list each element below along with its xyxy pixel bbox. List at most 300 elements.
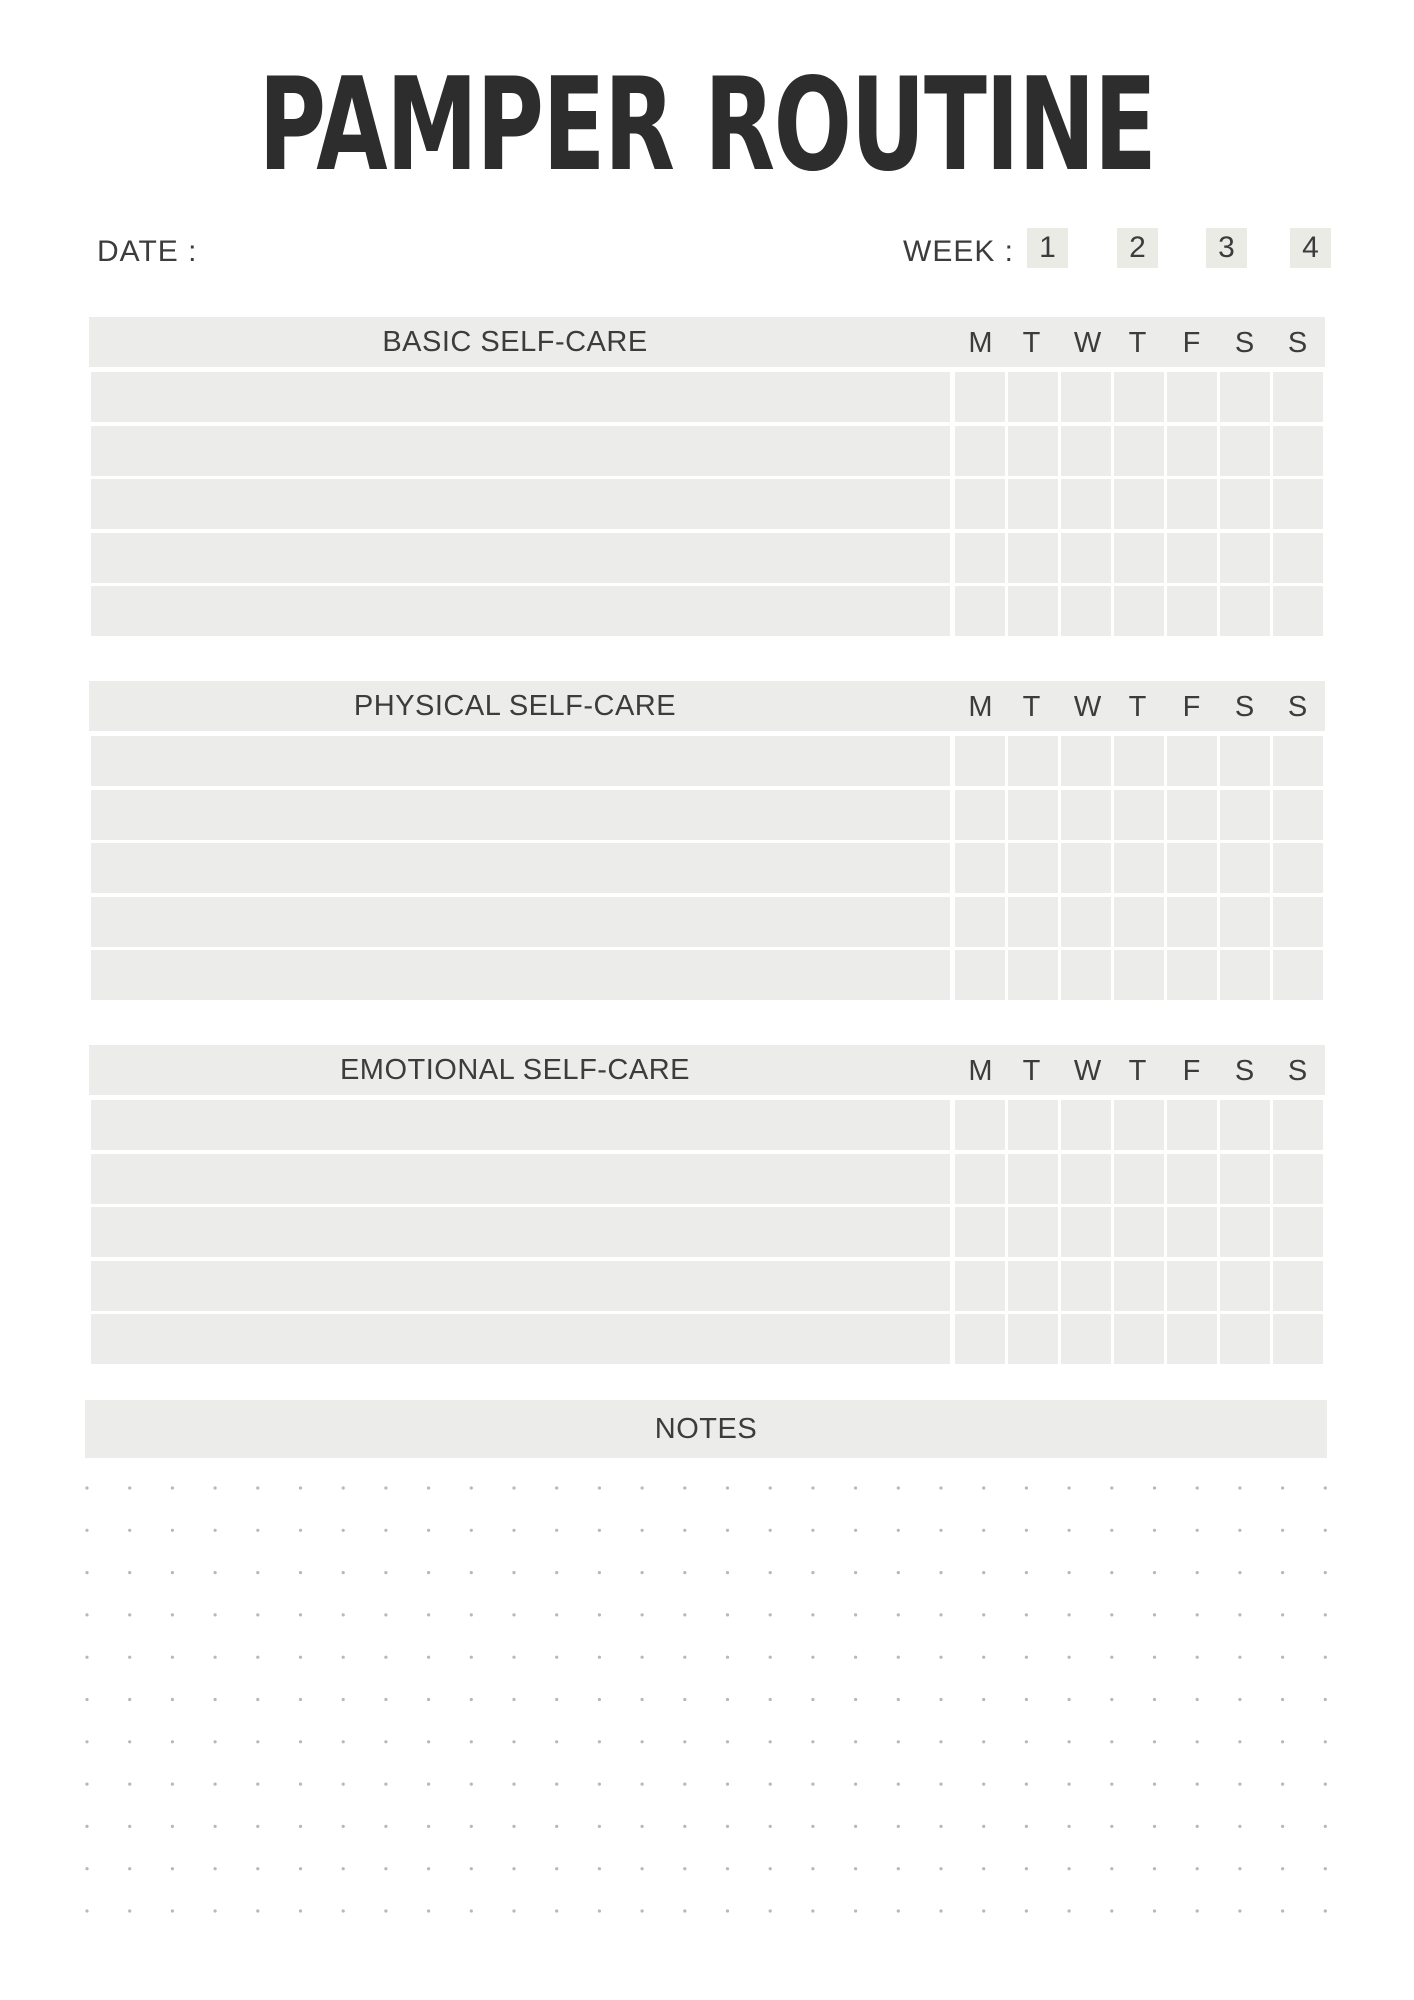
day-check-cell[interactable] [1167,1261,1217,1311]
day-check-cell[interactable] [1114,843,1164,893]
notes-dot [598,1867,601,1870]
task-cell[interactable] [91,426,950,476]
day-check-cell[interactable] [1273,1207,1323,1257]
day-check-cell[interactable] [1061,1314,1111,1364]
notes-dot [555,1698,558,1701]
notes-dot [641,1613,644,1616]
notes-dot [470,1613,473,1616]
notes-dot [555,1783,558,1786]
notes-dot [427,1656,430,1659]
notes-dot [1110,1613,1113,1616]
notes-dot [1068,1613,1071,1616]
notes-dot [256,1909,259,1912]
notes-dot [1324,1740,1327,1743]
notes-dot [1153,1529,1156,1532]
day-check-cell[interactable] [955,426,1005,476]
notes-dot [1238,1571,1241,1574]
task-cell[interactable] [91,950,950,1000]
notes-dot [1025,1698,1028,1701]
day-check-cell[interactable] [1114,790,1164,840]
day-check-cell[interactable] [1008,372,1058,422]
notes-dot [1110,1698,1113,1701]
notes-dot [1110,1486,1113,1489]
day-check-cell[interactable] [1114,426,1164,476]
notes-dot [85,1571,88,1574]
notes-dot [897,1698,900,1701]
section-title: EMOTIONAL SELF-CARE [339,1054,691,1086]
day-check-cell[interactable] [1061,586,1111,636]
day-check-cell[interactable] [1167,1154,1217,1204]
notes-dot [811,1698,814,1701]
day-label: T [1128,327,1147,359]
notes-dot [897,1740,900,1743]
day-check-cell[interactable] [1167,1314,1217,1364]
task-cell[interactable] [91,1207,950,1257]
day-check-cell[interactable] [1220,1207,1270,1257]
task-cell[interactable] [91,1100,950,1150]
notes-dot [342,1571,345,1574]
day-check-cell[interactable] [1008,479,1058,529]
day-label: T [1022,327,1041,359]
day-label: T [1128,1055,1147,1087]
notes-dot [1025,1867,1028,1870]
day-check-cell[interactable] [1220,843,1270,893]
notes-dot [897,1909,900,1912]
notes-dot [256,1571,259,1574]
task-cell[interactable] [91,372,950,422]
notes-dot [1196,1740,1199,1743]
notes-dot [85,1740,88,1743]
notes-dot [427,1740,430,1743]
day-check-cell[interactable] [1114,586,1164,636]
notes-dot [384,1909,387,1912]
notes-dot [811,1486,814,1489]
notes-dot [1025,1486,1028,1489]
notes-dot [897,1656,900,1659]
notes-dot [641,1825,644,1828]
notes-dot [982,1571,985,1574]
day-check-cell[interactable] [1220,426,1270,476]
notes-dot [1238,1529,1241,1532]
notes-dot-grid[interactable] [80,1478,1340,1928]
day-check-cell[interactable] [1008,950,1058,1000]
week-label: WEEK : [903,235,1015,268]
notes-dot [982,1740,985,1743]
notes-dot [299,1909,302,1912]
notes-dot [1068,1740,1071,1743]
day-label: T [1022,1055,1041,1087]
notes-header: NOTES [85,1400,1327,1458]
notes-dot [299,1613,302,1616]
notes-dot [982,1486,985,1489]
day-check-cell[interactable] [955,1207,1005,1257]
notes-dot [171,1613,174,1616]
notes-dot [85,1529,88,1532]
notes-dot [85,1486,88,1489]
notes-dot [256,1698,259,1701]
day-check-cell[interactable] [955,790,1005,840]
day-check-cell[interactable] [1061,897,1111,947]
day-check-cell[interactable] [1114,479,1164,529]
notes-dot [1281,1613,1284,1616]
notes-dot [982,1656,985,1659]
day-check-cell[interactable] [1008,736,1058,786]
notes-dot [769,1783,772,1786]
task-cell[interactable] [91,586,950,636]
notes-dot [512,1698,515,1701]
day-check-cell[interactable] [1220,1154,1270,1204]
day-label: W [1073,1055,1102,1087]
notes-dot [1068,1529,1071,1532]
notes-dot [214,1740,217,1743]
notes-dot [342,1529,345,1532]
notes-dot [769,1656,772,1659]
day-check-cell[interactable] [1061,843,1111,893]
notes-dot [811,1867,814,1870]
day-check-cell[interactable] [1061,533,1111,583]
notes-dot [641,1740,644,1743]
day-check-cell[interactable] [955,372,1005,422]
notes-dot [939,1909,942,1912]
day-check-cell[interactable] [1167,426,1217,476]
day-check-cell[interactable] [1167,1100,1217,1150]
notes-dot [214,1486,217,1489]
day-check-cell[interactable] [1220,533,1270,583]
notes-dot [427,1825,430,1828]
day-check-cell[interactable] [1273,897,1323,947]
day-check-cell[interactable] [1167,897,1217,947]
notes-dot [384,1740,387,1743]
task-cell[interactable] [91,843,950,893]
day-check-cell[interactable] [1167,479,1217,529]
day-check-cell[interactable] [1061,426,1111,476]
day-check-cell[interactable] [1167,950,1217,1000]
day-check-cell[interactable] [1008,1314,1058,1364]
notes-dot [342,1698,345,1701]
day-check-cell[interactable] [1061,1261,1111,1311]
day-check-cell[interactable] [955,897,1005,947]
notes-dot [85,1698,88,1701]
day-check-cell[interactable] [1273,1100,1323,1150]
day-check-cell[interactable] [955,1154,1005,1204]
day-check-cell[interactable] [1273,533,1323,583]
day-check-cell[interactable] [1114,736,1164,786]
section-header [89,317,1325,367]
notes-dot [598,1486,601,1489]
notes-dot [1324,1486,1327,1489]
day-check-cell[interactable] [1167,736,1217,786]
week-box-2[interactable]: 2 [1117,228,1158,268]
day-check-cell[interactable] [1008,586,1058,636]
day-check-cell[interactable] [1114,1100,1164,1150]
day-check-cell[interactable] [1114,533,1164,583]
notes-dot [939,1613,942,1616]
notes-dot [683,1486,686,1489]
notes-dot [256,1486,259,1489]
section-title: PHYSICAL SELF-CARE [353,690,677,722]
task-cell[interactable] [91,1154,950,1204]
notes-dot [1153,1613,1156,1616]
notes-dot [256,1740,259,1743]
notes-dot [256,1613,259,1616]
notes-dot [1110,1909,1113,1912]
day-check-cell[interactable] [955,586,1005,636]
notes-dot [1324,1783,1327,1786]
notes-dot [512,1571,515,1574]
notes-dot [1068,1783,1071,1786]
notes-dot [598,1783,601,1786]
notes-dot [769,1740,772,1743]
day-check-cell[interactable] [955,1261,1005,1311]
day-check-cell[interactable] [1273,736,1323,786]
notes-dot [1025,1613,1028,1616]
notes-dot [1068,1486,1071,1489]
day-check-cell[interactable] [1008,1154,1058,1204]
day-label: S [1287,691,1308,723]
notes-dot [982,1867,985,1870]
notes-dot [939,1698,942,1701]
notes-dot [171,1656,174,1659]
day-check-cell[interactable] [1273,426,1323,476]
day-check-cell[interactable] [1061,736,1111,786]
notes-dot [641,1909,644,1912]
day-check-cell[interactable] [955,479,1005,529]
day-check-cell[interactable] [1220,736,1270,786]
day-check-cell[interactable] [1220,950,1270,1000]
day-check-cell[interactable] [1167,372,1217,422]
notes-dot [1025,1909,1028,1912]
day-check-cell[interactable] [1008,1261,1058,1311]
day-label: F [1182,691,1201,723]
notes-dot [1196,1783,1199,1786]
day-check-cell[interactable] [1220,1314,1270,1364]
notes-dot [85,1909,88,1912]
notes-dot [214,1698,217,1701]
section-title: BASIC SELF-CARE [382,326,648,358]
day-check-cell[interactable] [1220,586,1270,636]
day-check-cell[interactable] [1273,950,1323,1000]
notes-dot [1281,1656,1284,1659]
notes-dot [641,1783,644,1786]
notes-dot [726,1486,729,1489]
day-label: W [1073,327,1102,359]
notes-dot [939,1571,942,1574]
notes-dot [726,1825,729,1828]
day-check-cell[interactable] [1114,1261,1164,1311]
notes-dot [1153,1656,1156,1659]
task-cell[interactable] [91,479,950,529]
notes-dot [384,1867,387,1870]
notes-dot [256,1867,259,1870]
day-check-cell[interactable] [1220,372,1270,422]
notes-dot [470,1783,473,1786]
notes-dot [1068,1909,1071,1912]
day-check-cell[interactable] [1008,426,1058,476]
notes-dot [1196,1656,1199,1659]
notes-dot [171,1909,174,1912]
day-check-cell[interactable] [1273,1261,1323,1311]
day-check-cell[interactable] [1061,1100,1111,1150]
day-check-cell[interactable] [1273,479,1323,529]
day-check-cell[interactable] [1167,1207,1217,1257]
week-box-1[interactable]: 1 [1027,228,1068,268]
notes-dot [1196,1529,1199,1532]
notes-dot [384,1698,387,1701]
day-check-cell[interactable] [1008,1100,1058,1150]
notes-dot [1110,1571,1113,1574]
notes-dot [1110,1529,1113,1532]
day-check-cell[interactable] [955,843,1005,893]
day-check-cell[interactable] [1114,1314,1164,1364]
notes-dot [1238,1783,1241,1786]
notes-dot [512,1783,515,1786]
day-check-cell[interactable] [1114,897,1164,947]
notes-dot [214,1825,217,1828]
notes-dot [769,1909,772,1912]
notes-dot [555,1909,558,1912]
notes-dot [1281,1783,1284,1786]
notes-dot [1153,1698,1156,1701]
day-check-cell[interactable] [1114,1207,1164,1257]
day-check-cell[interactable] [1061,479,1111,529]
notes-dot [299,1698,302,1701]
day-check-cell[interactable] [1008,897,1058,947]
task-cell[interactable] [91,897,950,947]
week-box-4[interactable]: 4 [1290,228,1331,268]
day-check-cell[interactable] [1220,790,1270,840]
day-check-cell[interactable] [955,533,1005,583]
notes-dot [726,1656,729,1659]
notes-dot [128,1656,131,1659]
notes-dot [1153,1909,1156,1912]
notes-dot [641,1656,644,1659]
day-check-cell[interactable] [1273,790,1323,840]
day-check-cell[interactable] [1061,790,1111,840]
notes-dot [811,1783,814,1786]
notes-dot [85,1867,88,1870]
notes-dot [683,1825,686,1828]
day-check-cell[interactable] [1273,586,1323,636]
day-check-cell[interactable] [1061,950,1111,1000]
notes-dot [982,1783,985,1786]
notes-dot [171,1783,174,1786]
notes-dot [982,1529,985,1532]
day-check-cell[interactable] [1273,843,1323,893]
day-check-cell[interactable] [1061,1207,1111,1257]
notes-dot [555,1656,558,1659]
notes-dot [1068,1867,1071,1870]
notes-dot [128,1909,131,1912]
notes-dot [598,1571,601,1574]
day-check-cell[interactable] [1167,843,1217,893]
notes-dot [1068,1825,1071,1828]
notes-dot [1324,1613,1327,1616]
notes-dot [555,1825,558,1828]
notes-dot [897,1571,900,1574]
notes-dot [171,1825,174,1828]
task-cell[interactable] [91,736,950,786]
notes-dot [1025,1656,1028,1659]
day-check-cell[interactable] [1008,790,1058,840]
day-check-cell[interactable] [1061,1154,1111,1204]
day-check-cell[interactable] [1008,533,1058,583]
notes-dot [470,1740,473,1743]
day-check-cell[interactable] [955,950,1005,1000]
notes-dot [1068,1656,1071,1659]
notes-dot [598,1656,601,1659]
week-box-3[interactable]: 3 [1206,228,1247,268]
notes-dot [427,1909,430,1912]
notes-dot [1153,1867,1156,1870]
day-check-cell[interactable] [1114,372,1164,422]
day-check-cell[interactable] [1008,1207,1058,1257]
day-check-cell[interactable] [1220,479,1270,529]
day-check-cell[interactable] [1114,1154,1164,1204]
notes-dot [384,1656,387,1659]
notes-dot [1238,1867,1241,1870]
day-check-cell[interactable] [1114,950,1164,1000]
task-cell[interactable] [91,790,950,840]
day-check-cell[interactable] [1220,897,1270,947]
notes-dot [512,1486,515,1489]
notes-dot [726,1740,729,1743]
day-check-cell[interactable] [1167,586,1217,636]
day-check-cell[interactable] [955,736,1005,786]
notes-dot [1324,1656,1327,1659]
notes-dot [299,1783,302,1786]
task-cell[interactable] [91,1314,950,1364]
notes-dot [641,1486,644,1489]
day-check-cell[interactable] [1273,1154,1323,1204]
task-cell[interactable] [91,1261,950,1311]
day-check-cell[interactable] [1167,790,1217,840]
notes-dot [384,1529,387,1532]
notes-dot [1281,1825,1284,1828]
day-check-cell[interactable] [1273,1314,1323,1364]
day-check-cell[interactable] [1273,372,1323,422]
notes-dot [897,1867,900,1870]
notes-dot [85,1783,88,1786]
notes-dot [769,1486,772,1489]
notes-dot [769,1571,772,1574]
notes-dot [299,1740,302,1743]
day-check-cell[interactable] [1008,843,1058,893]
notes-dot [1281,1486,1284,1489]
notes-dot [641,1867,644,1870]
notes-dot [1110,1825,1113,1828]
notes-dot [1025,1825,1028,1828]
day-check-cell[interactable] [1220,1261,1270,1311]
notes-dot [512,1613,515,1616]
day-check-cell[interactable] [955,1314,1005,1364]
day-check-cell[interactable] [1061,372,1111,422]
day-check-cell[interactable] [1167,533,1217,583]
notes-dot [85,1825,88,1828]
notes-dot [1068,1698,1071,1701]
notes-dot [555,1867,558,1870]
task-cell[interactable] [91,533,950,583]
day-label: S [1234,1055,1255,1087]
notes-dot [555,1486,558,1489]
notes-dot [1238,1825,1241,1828]
day-check-cell[interactable] [1220,1100,1270,1150]
day-label: M [968,691,993,723]
notes-dot [171,1867,174,1870]
day-check-cell[interactable] [955,1100,1005,1150]
notes-dot [683,1783,686,1786]
notes-dot [1153,1486,1156,1489]
notes-dot [1238,1698,1241,1701]
